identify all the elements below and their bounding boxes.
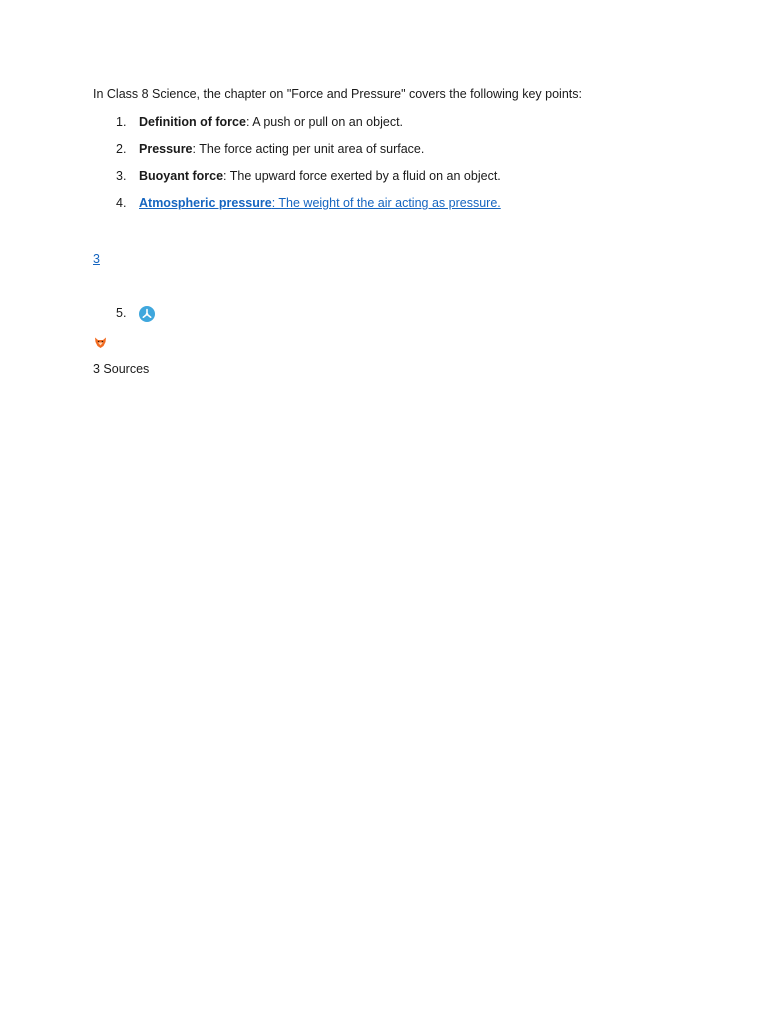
- list-number: 3.: [116, 169, 127, 183]
- atmospheric-pressure-link[interactable]: [139, 196, 501, 210]
- term-pressure: Pressure: [139, 142, 193, 156]
- term-description: : The weight of the air acting as pressure.: [271, 196, 501, 210]
- intro-paragraph: In Class 8 Science, the chapter on "Force and Pressure" covers the following key points:: [93, 87, 582, 101]
- term-buoyant-force: Buoyant force: [139, 169, 224, 183]
- list-number: 2.: [116, 142, 127, 156]
- list-item-3: [116, 169, 501, 183]
- list-item-1: [116, 115, 403, 129]
- source-blue-icon[interactable]: [139, 306, 155, 322]
- term-definition-of-force: Definition of force: [139, 115, 246, 129]
- sources-label[interactable]: 3 Sources: [93, 362, 150, 376]
- term-description: : A push or pull on an object.: [245, 115, 404, 129]
- term-atmospheric-pressure: Atmospheric pressure: [139, 196, 272, 210]
- list-number: 4.: [116, 196, 127, 210]
- list-item-5: [116, 306, 139, 320]
- source-fox-icon[interactable]: [94, 336, 107, 349]
- term-description: : The upward force exerted by a fluid on an object.: [223, 169, 501, 183]
- term-description: : The force acting per unit area of surface.: [192, 142, 425, 156]
- list-item-4: [116, 196, 501, 210]
- reference-link[interactable]: 3: [93, 252, 100, 266]
- list-number: 5.: [116, 306, 127, 320]
- list-item-2: [116, 142, 424, 156]
- list-number: 1.: [116, 115, 127, 129]
